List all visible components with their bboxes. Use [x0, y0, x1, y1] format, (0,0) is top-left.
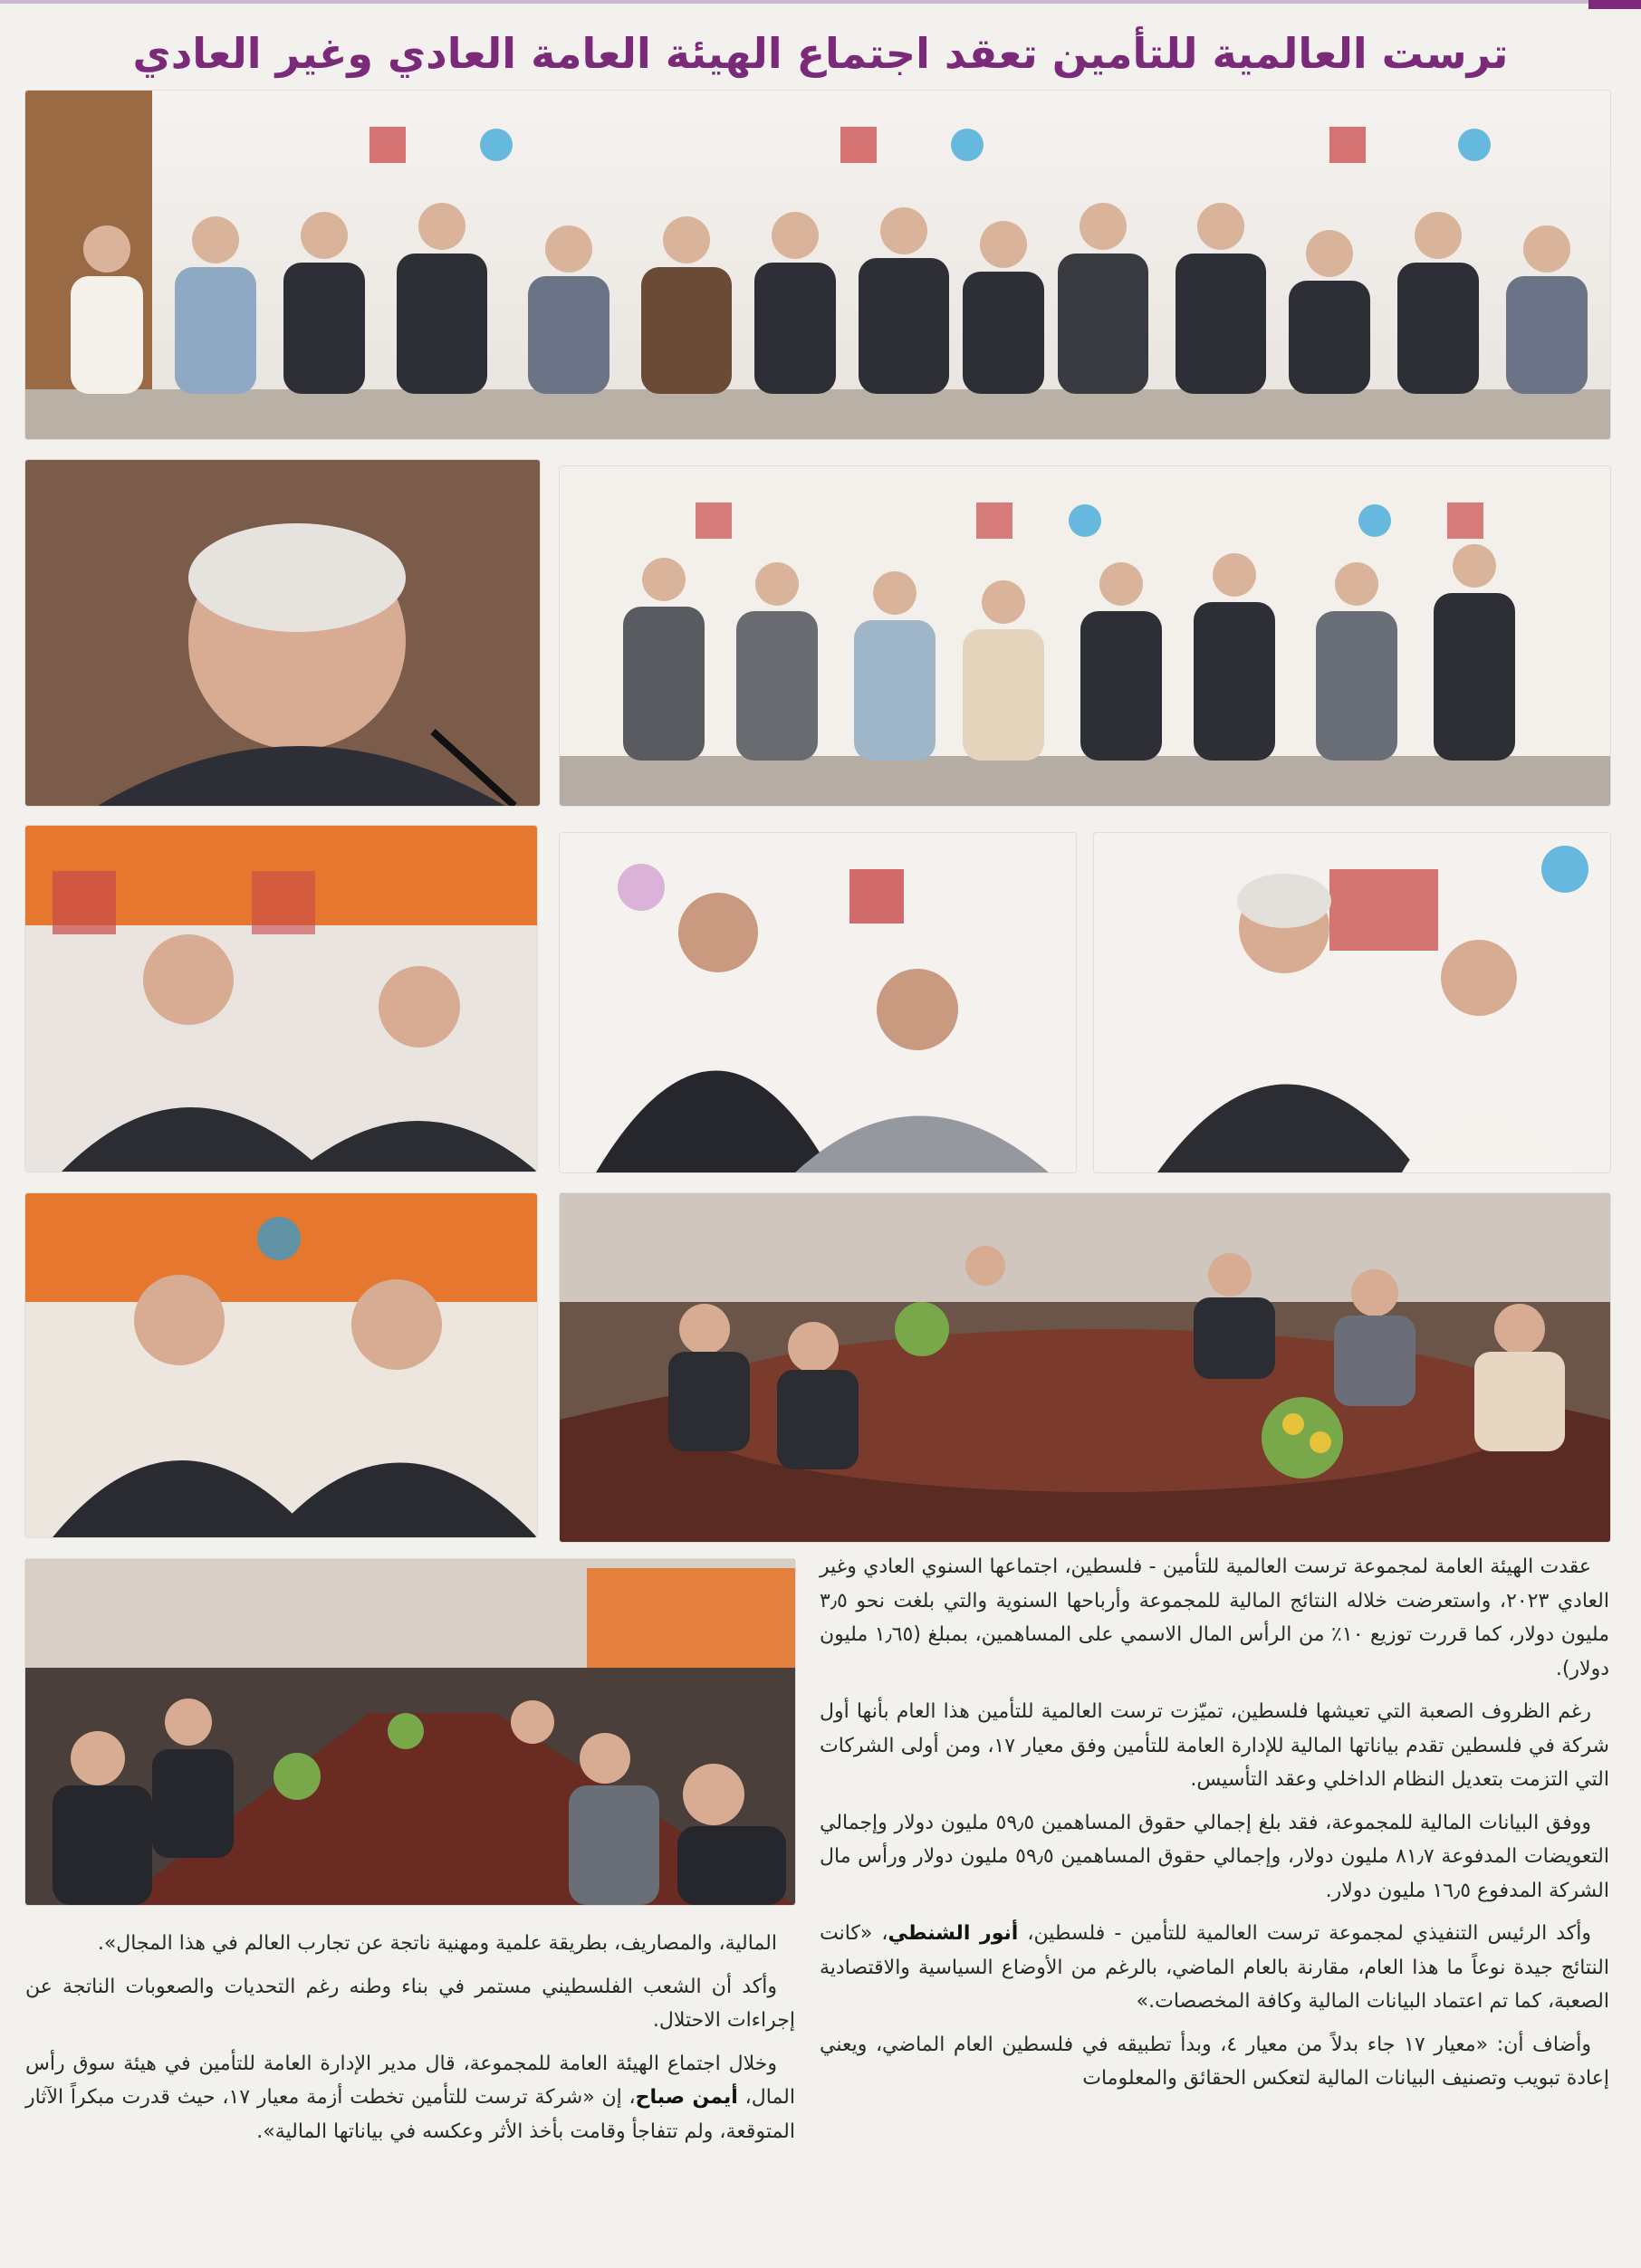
two-men-standing-photo — [560, 833, 1076, 1172]
two-men-seated-photo — [25, 826, 537, 1172]
article-body-left-column — [25, 1927, 795, 2253]
ceo-name: أنور الشنطي — [888, 1922, 1019, 1945]
group-photo-standing — [560, 466, 1610, 806]
meeting-table-photo — [560, 1193, 1610, 1542]
official-name: أيمن صباح — [635, 2086, 738, 2109]
top-rule — [0, 0, 1641, 4]
body-paragraph-7: وأكد أن الشعب الفلسطيني مستمر في بناء وطنه رغم التحديات والصعوبات الناتجة عن إجراءات الاحتلال. — [25, 1975, 795, 2032]
body-paragraph-5: وأضاف أن: «معيار ١٧ جاء بدلاً من معيار ٤، وبدأ تطبيقه في فلسطين العام الماضي، ويعني إعادة تبويب وتصنيف البيانات المالية لتعكس الحقائق والمعلومات — [820, 2033, 1609, 2090]
article-body-right-column — [820, 1550, 1609, 2256]
man-and-woman-photo — [1094, 833, 1610, 1172]
body-paragraph-2: رغم الظروف الصعبة التي تعيشها فلسطين، تميّزت ترست العالمية للتأمين هذا العام بأنها أول شركة في فلسطين تقدم بياناتها المالية للإدارة العامة للتأمين وفق معيار ١٧، ومن أولى الشركات التي التزمت بتعديل النظام الداخلي وعقد التأسيس. — [820, 1700, 1609, 1791]
two-men-closeup-photo — [25, 1193, 537, 1537]
body-paragraph-1: عقدت الهيئة العامة لمجموعة ترست العالمية للتأمين - فلسطين، اجتماعها السنوي العادي وغير العادي ٢٠٢٣، واستعرضت خلاله النتائج المالية للمجموعة وأرباحها السنوية والتي بلغت نحو ٣٫٥ مليون دولار، كما قررت توزيع ١٠٪ من الرأس المال الاسمي على المساهمين، بمبلغ (١٫٦٥ مليون دولار). — [820, 1555, 1609, 1680]
body-paragraph-4: وأكد الرئيس التنفيذي لمجموعة ترست العالمية للتأمين - فلسطين، أنور الشنطي، «كانت النتائج جيدة نوعاً ما هذا العام، مقارنة بالعام الماضي، بالرغم من الأوضاع السياسية والاقتصادية الصعبة، كما تم اعتماد البيانات المالية وكافة المخصصات.» — [820, 1922, 1609, 2013]
article-headline: ترست العالمية للتأمين تعقد اجتماع الهيئة العامة العادي وغير العادي — [132, 29, 1509, 78]
meeting-room-overview-photo — [25, 1559, 795, 1905]
speaker-portrait-photo — [25, 460, 540, 806]
body-paragraph-6: المالية، والمصاريف، بطريقة علمية ومهنية ناتجة عن تجارب العالم في هذا المجال». — [97, 1932, 777, 1955]
page-corner-tab — [1588, 0, 1641, 9]
body-paragraph-8: وخلال اجتماع الهيئة العامة للمجموعة، قال مدير الإدارة العامة للتأمين في هيئة سوق رأس المال، أيمن صباح، إن «شركة ترست للتأمين تخطت أزمة معيار ١٧، حيث قدرت مبكراً الآثار المتوقعة، ولم تتفاجأ وقامت بأخذ الأثر وعكسه في بياناتها المالية». — [25, 2052, 795, 2143]
group-photo-wide — [25, 91, 1610, 439]
body-paragraph-3: ووفق البيانات المالية للمجموعة، فقد بلغ إجمالي حقوق المساهمين ٥٩٫٥ مليون دولار وإجمالي التعويضات المدفوعة ٨١٫٧ مليون دولار، وإجمالي حقوق المساهمين ٥٩٫٥ مليون دولار ورأس مال الشركة المدفوع ١٦٫٥ مليون دولار. — [820, 1811, 1610, 1902]
